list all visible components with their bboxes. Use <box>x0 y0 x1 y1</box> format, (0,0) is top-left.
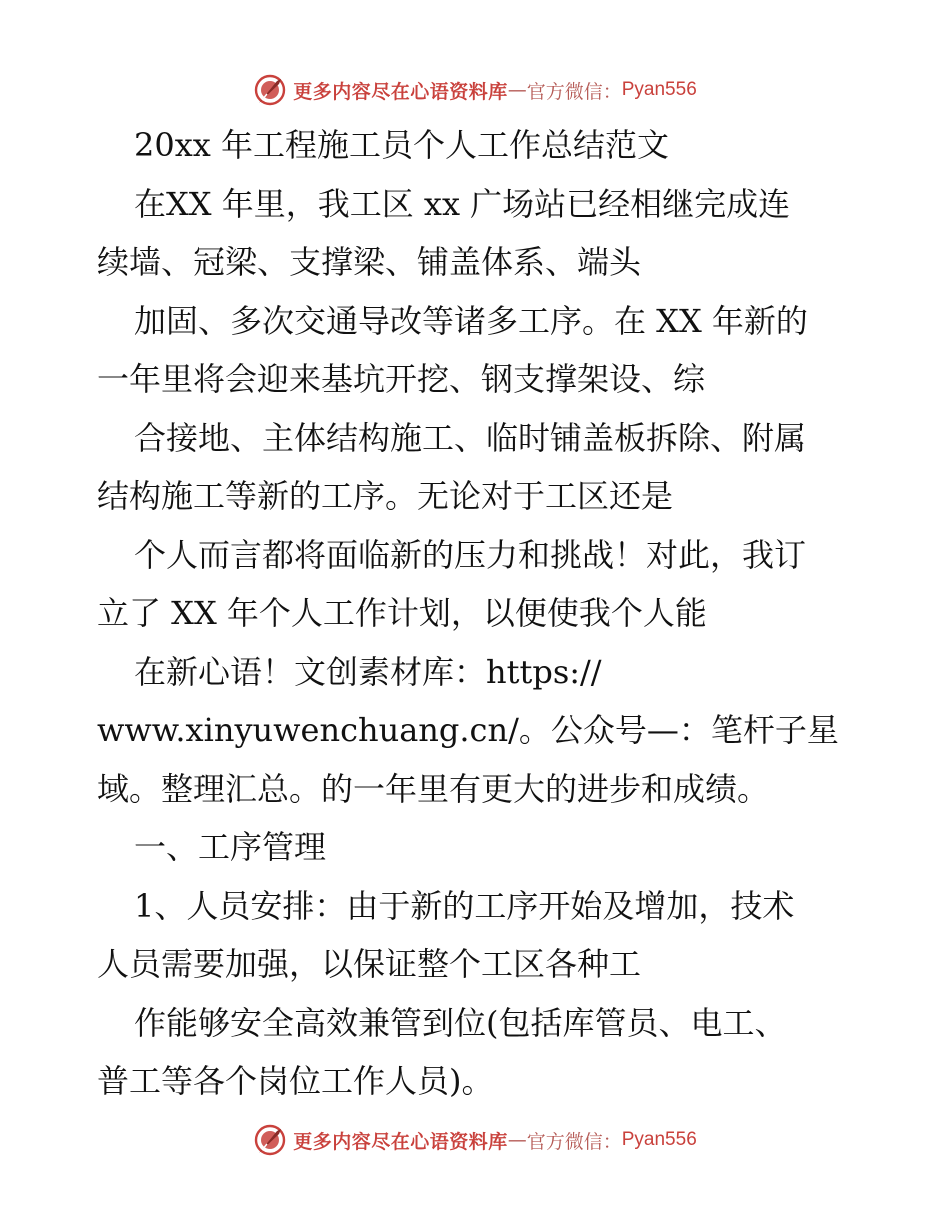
paragraph-line: 在新心语！文创素材库：https:// <box>134 653 602 691</box>
banner-dash: — <box>507 79 527 101</box>
paragraph-line: 个人而言都将面临新的压力和挑战！对此，我订 <box>134 536 807 574</box>
paragraph-line: 合接地、主体结构施工、临时铺盖板拆除、附属 <box>134 419 807 457</box>
banner-dash: — <box>507 1129 527 1151</box>
document-title: 20xx 年工程施工员个人工作总结范文 <box>134 126 669 164</box>
feather-logo-icon <box>253 73 287 107</box>
banner-sub-text: 官方微信： <box>526 80 622 103</box>
paragraph-line: 加固、多次交通导改等诸多工序。在 XX 年新的 <box>134 302 808 340</box>
banner-sub-text: 官方微信： <box>526 1130 622 1153</box>
feather-logo-icon <box>253 1123 287 1157</box>
paragraph-line: 1、人员安排：由于新的工序开始及增加，技术 <box>134 887 795 925</box>
paragraph-line: 立了 XX 年个人工作计划，以便使我个人能 <box>97 594 707 632</box>
paragraph-line: www.xinyuwenchuang.cn/。公众号—：笔杆子星 <box>97 711 839 749</box>
paragraph-line: 普工等各个岗位工作人员)。 <box>97 1062 494 1100</box>
paragraph-line: 一年里将会迎来基坑开挖、钢支撑架设、综 <box>97 360 706 398</box>
banner-wechat-id: Pyan556 <box>621 79 697 100</box>
paragraph-line: 域。整理汇总。的一年里有更大的进步和成绩。 <box>97 770 770 808</box>
section-heading: 一、工序管理 <box>134 828 327 866</box>
paragraph-line: 作能够安全高效兼管到位(包括库管员、电工、 <box>134 1004 787 1042</box>
paragraph-line: 人员需要加强，以保证整个工区各种工 <box>97 945 642 983</box>
paragraph-line: 在XX 年里，我工区 xx 广场站已经相继完成连 <box>134 185 791 223</box>
banner-main-text: 更多内容尽在心语资料库 <box>293 1130 508 1153</box>
paragraph-line: 续墙、冠梁、支撑梁、铺盖体系、端头 <box>97 243 642 281</box>
banner-wechat-id: Pyan556 <box>621 1129 697 1150</box>
paragraph-line: 结构施工等新的工序。无论对于工区还是 <box>97 477 674 515</box>
banner-main-text: 更多内容尽在心语资料库 <box>293 80 508 103</box>
header-watermark-banner <box>0 70 950 110</box>
footer-watermark-banner <box>0 1120 950 1160</box>
